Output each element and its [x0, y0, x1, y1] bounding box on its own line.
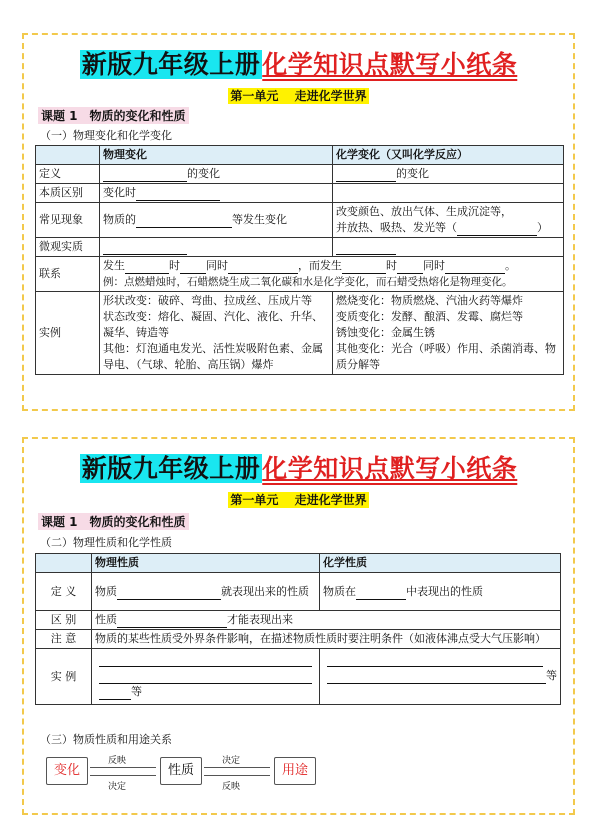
fill-line[interactable] [327, 669, 546, 684]
fill-blank[interactable] [99, 687, 131, 700]
note-cell: 物质的某些性质受外界条件影响，在描述物质性质时要注明条件（如液体沸点受大气压影响） [92, 630, 561, 649]
fill-blank[interactable] [180, 261, 206, 274]
fill-line[interactable] [99, 652, 312, 667]
table-header-row [36, 554, 561, 573]
unit-heading: 第一单元 走进化学世界 [230, 89, 367, 103]
note-card-1 [22, 33, 575, 411]
row-label-examples: 实 例 [36, 649, 92, 705]
fill-blank[interactable] [103, 169, 187, 182]
chemical-essence-cell [333, 184, 564, 203]
fill-blank[interactable] [336, 242, 396, 255]
chemical-property-definition-cell: 物质在 中表现出的性质 [320, 573, 561, 611]
box-change: 变化 [46, 757, 88, 785]
row-label-micro: 微观实质 [36, 238, 100, 257]
title-part-2: 化学知识点默写小纸条 [262, 50, 518, 79]
table-row [36, 165, 564, 184]
fill-blank[interactable] [117, 615, 227, 628]
row-label-relation: 联系 [36, 257, 100, 292]
table-row [36, 630, 561, 649]
fill-blank[interactable] [136, 215, 232, 228]
section-subtitle: （二）物理性质和化学性质 [40, 536, 172, 549]
fill-blank[interactable] [136, 188, 220, 201]
note-card-2 [22, 437, 575, 815]
physical-examples-cell: 形状改变：破碎、弯曲、拉成丝、压成片等 状态改变：熔化、凝固、汽化、液化、升华、凝华、铸造等 其他：灯泡通电发光、活性炭吸附色素、金属导电、（气球、轮胎、高压锅）爆炸 [100, 292, 333, 375]
section-subtitle: （一）物理变化和化学变化 [40, 129, 172, 142]
chemical-micro-cell [333, 238, 564, 257]
box-property: 性质 [160, 757, 202, 785]
card-title [24, 45, 573, 81]
section-subtitle-3: （三）物质性质和用途关系 [40, 733, 172, 746]
card-title [24, 449, 573, 485]
fill-line[interactable] [327, 652, 543, 667]
fill-blank[interactable] [397, 261, 423, 274]
physical-property-definition-cell: 物质 就表现出来的性质 [92, 573, 320, 611]
fill-blank[interactable] [457, 223, 537, 236]
fill-blank[interactable] [125, 261, 169, 274]
row-label-definition: 定 义 [36, 573, 92, 611]
row-label-definition: 定义 [36, 165, 100, 184]
table-header-row [36, 146, 564, 165]
arrow-left [204, 775, 270, 776]
arrow-left [90, 775, 156, 776]
fill-blank[interactable] [342, 261, 386, 274]
lesson-heading: 课题 1 物质的变化和性质 [38, 513, 189, 530]
chemical-definition-cell: 的变化 [333, 165, 564, 184]
difference-cell: 性质 才能表现出来 [92, 611, 561, 630]
fill-blank[interactable] [228, 261, 298, 274]
arrow2-top-label: 决定 [222, 756, 241, 766]
arrow1-top-label: 反映 [108, 756, 127, 766]
title-part-1: 新版九年级上册 [81, 454, 261, 483]
physical-property-examples-cell: 等 [92, 649, 320, 705]
unit-heading: 第一单元 走进化学世界 [230, 493, 367, 507]
title-part-1: 新版九年级上册 [81, 50, 261, 79]
row-label-phenomena: 常见现象 [36, 203, 100, 238]
lesson-heading: 课题 1 物质的变化和性质 [38, 107, 189, 124]
change-table [35, 145, 564, 375]
header-physical-property: 物理性质 [92, 554, 320, 573]
arrow1-bottom-label: 决定 [108, 782, 127, 792]
physical-micro-cell [100, 238, 333, 257]
arrow2-bottom-label: 反映 [222, 782, 241, 792]
row-label-difference: 区 别 [36, 611, 92, 630]
property-use-diagram [40, 751, 560, 801]
chemical-property-examples-cell: 等 [320, 649, 561, 705]
row-label-examples: 实例 [36, 292, 100, 375]
table-row [36, 184, 564, 203]
physical-essence-cell: 变化时 [100, 184, 333, 203]
header-empty [36, 554, 92, 573]
property-table [35, 553, 561, 705]
table-row [36, 611, 561, 630]
table-row [36, 649, 561, 705]
physical-phenomena-cell: 物质的 等发生变化 [100, 203, 333, 238]
chemical-phenomena-cell: 改变颜色、放出气体、生成沉淀等， 并放热、吸热、发光等（ ） [333, 203, 564, 238]
fill-blank[interactable] [103, 242, 187, 255]
table-row [36, 257, 564, 292]
arrow-right [90, 767, 156, 768]
title-part-2: 化学知识点默写小纸条 [262, 454, 518, 483]
physical-definition-cell: 的变化 [100, 165, 333, 184]
header-empty [36, 146, 100, 165]
row-label-essence: 本质区别 [36, 184, 100, 203]
box-use: 用途 [274, 757, 316, 785]
header-chemical-property: 化学性质 [320, 554, 561, 573]
table-row [36, 292, 564, 375]
arrow-right [204, 767, 270, 768]
table-row [36, 238, 564, 257]
table-row [36, 203, 564, 238]
row-label-note: 注 意 [36, 630, 92, 649]
header-chemical-change: 化学变化（又叫化学反应） [333, 146, 564, 165]
fill-line[interactable] [99, 669, 312, 684]
fill-blank[interactable] [117, 587, 221, 600]
chemical-examples-cell: 燃烧变化：物质燃烧、汽油火药等爆炸 变质变化：发酵、酿酒、发霉、腐烂等 锈蚀变化：金属生锈 其他变化：光合（呼吸）作用、杀菌消毒、物质分解等 [333, 292, 564, 375]
relation-cell: 发生 时 同时 ，而发生 时 同时 。 例：点燃蜡烛时，石蜡燃烧生成二氧化碳和水是化学变化，而石蜡受热熔化是物理变化。 [100, 257, 564, 292]
fill-blank[interactable] [356, 587, 406, 600]
header-physical-change: 物理变化 [100, 146, 333, 165]
fill-blank[interactable] [336, 169, 396, 182]
fill-blank[interactable] [445, 261, 505, 274]
table-row [36, 573, 561, 611]
